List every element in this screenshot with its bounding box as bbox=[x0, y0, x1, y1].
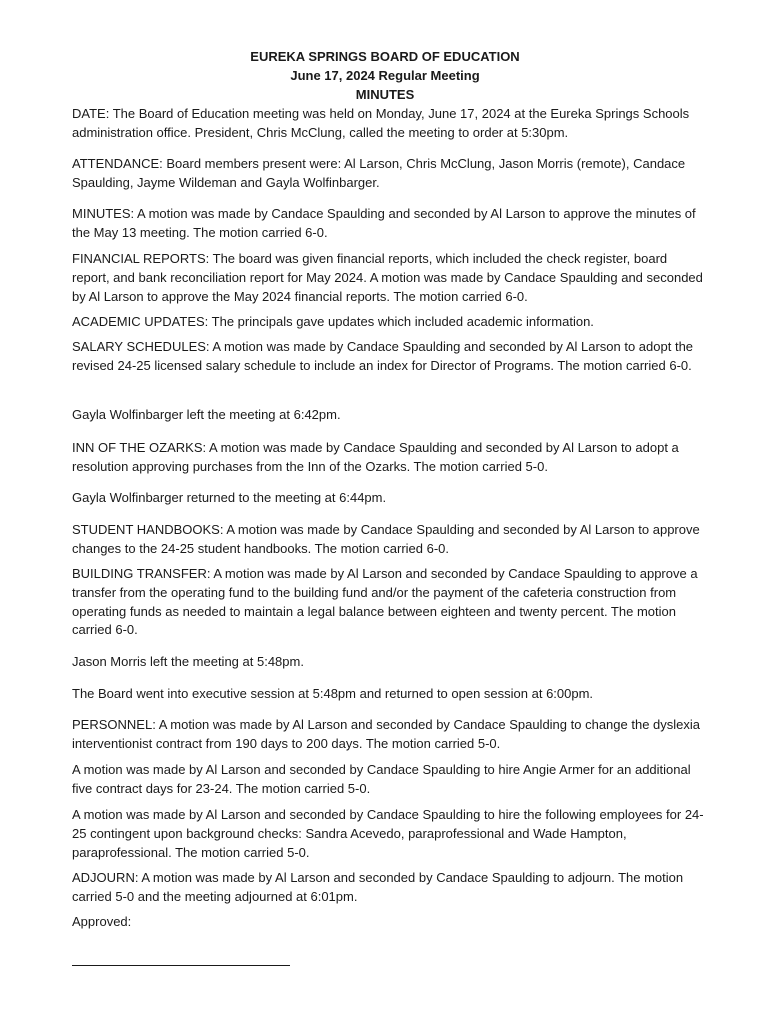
academic-updates-paragraph: ACADEMIC UPDATES: The principals gave updates which included academic information. bbox=[72, 314, 594, 329]
minutes-heading: MINUTES bbox=[355, 87, 415, 102]
document-title: EUREKA SPRINGS BOARD OF EDUCATION bbox=[250, 49, 520, 64]
adjourn-paragraph: ADJOURN: A motion was made by Al Larson and seconded by Candace Spaulding to adjourn. The motion carried 5-0 and the meeting adjourned at 6:01pm. bbox=[72, 870, 684, 904]
building-transfer-paragraph: BUILDING TRANSFER: A motion was made by Al Larson and seconded by Candace Spaulding to approve a transfer from the operating fund to the building fund and/or the payment of the cafeteria construction from operating funds as needed to maintain a legal balance between eighteen and twenty percent. The motion carried 6-0. bbox=[72, 566, 698, 638]
salary-schedules-paragraph: SALARY SCHEDULES: A motion was made by Candace Spaulding and seconded by Al Larson to adopt the revised 24-25 licensed salary schedule to include an index for Director of Programs. The motion carried 6-0. bbox=[72, 339, 694, 373]
minutes-approval-paragraph: MINUTES: A motion was made by Candace Spaulding and seconded by Al Larson to approve the minutes of the May 13 meeting. The motion carried 6-0. bbox=[72, 206, 696, 240]
date-paragraph: DATE: The Board of Education meeting was held on Monday, June 17, 2024 at the Eureka Springs Schools administration office. President, Chris McClung, called the meeting to order at 5:30pm. bbox=[72, 106, 690, 140]
hire-employees-paragraph: A motion was made by Al Larson and seconded by Candace Spaulding to hire the following employees for 24-25 contingent upon background checks: Sandra Acevedo, paraprofessional and Wade Hampton, paraprofessional. The motion carried 5-0. bbox=[72, 807, 704, 860]
approved-label: Approved: bbox=[72, 914, 132, 929]
personnel-paragraph: PERSONNEL: A motion was made by Al Larson and seconded by Candace Spaulding to change the dyslexia interventionist contract from 190 days to 200 days. The motion carried 5-0. bbox=[72, 717, 700, 751]
return-note-paragraph: Gayla Wolfinbarger returned to the meeting at 6:44pm. bbox=[72, 490, 387, 505]
executive-session-paragraph: The Board went into executive session at 5:48pm and returned to open session at 6:00pm. bbox=[72, 686, 594, 701]
financial-reports-paragraph: FINANCIAL REPORTS: The board was given financial reports, which included the check register, board report, and bank reconciliation report for May 2024. A motion was made by Candace Spaulding and seconded by Al Larson to approve the May 2024 financial reports. The motion carried 6-0. bbox=[72, 251, 703, 304]
hire-contract-days-paragraph: A motion was made by Al Larson and seconded by Candace Spaulding to hire Angie Armer for an additional five contract days for 23-24. The motion carried 5-0. bbox=[72, 762, 691, 796]
attendance-paragraph: ATTENDANCE: Board members present were: Al Larson, Chris McClung, Jason Morris (remote), Candace Spaulding, Jayme Wildeman and Gayla Wolfinbarger. bbox=[72, 156, 686, 190]
inn-of-the-ozarks-paragraph: INN OF THE OZARKS: A motion was made by Candace Spaulding and seconded by Al Larson to adopt a resolution approving purchases from the Inn of the Ozarks. The motion carried 5-0. bbox=[72, 440, 679, 474]
student-handbooks-paragraph: STUDENT HANDBOOKS: A motion was made by Candace Spaulding and seconded by Al Larson to approve changes to the 24-25 student handbooks. The motion carried 6-0. bbox=[72, 522, 700, 556]
meeting-subtitle: June 17, 2024 Regular Meeting bbox=[290, 68, 480, 83]
departure-note-paragraph: Gayla Wolfinbarger left the meeting at 6:42pm. bbox=[72, 407, 341, 422]
member-left-paragraph: Jason Morris left the meeting at 5:48pm. bbox=[72, 654, 304, 669]
signature-line bbox=[72, 965, 290, 966]
